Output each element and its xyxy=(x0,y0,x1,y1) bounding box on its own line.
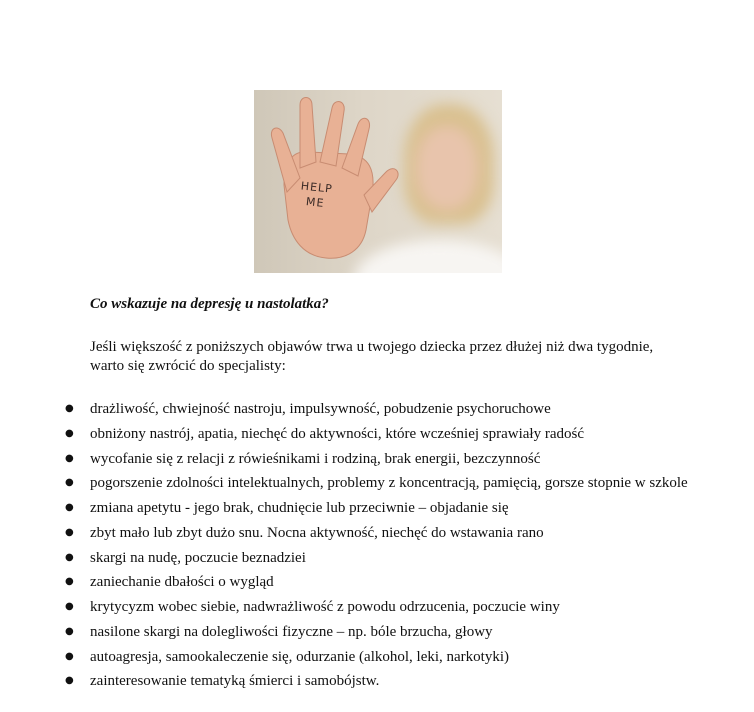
list-item xyxy=(62,622,702,642)
list-item xyxy=(62,597,702,617)
bullet-icon: ● xyxy=(65,675,74,687)
list-item xyxy=(62,449,702,469)
bullet-icon: ● xyxy=(65,403,74,414)
list-item xyxy=(62,572,702,592)
bullet-icon: ● xyxy=(65,625,74,637)
bullet-icon: ● xyxy=(65,477,74,489)
list-item-text: zaniechanie dbałości o wygląd xyxy=(90,574,274,591)
hand-writing xyxy=(291,178,342,213)
list-item-text: zbyt mało lub zbyt dużo snu. Nocna aktywność, niechęć do wstawania rano xyxy=(90,524,544,541)
list-item-text: pogorszenie zdolności intelektualnych, problemy z koncentracją, pamięcią, gorsze stopnie w szkole xyxy=(90,475,688,492)
list-item-text: zmiana apetytu - jego brak, chudnięcie lub przeciwnie – objadanie się xyxy=(90,500,509,516)
list-item xyxy=(62,498,702,518)
list-item-text: krytycyzm wobec siebie, nadwrażliwość z powodu odrzucenia, poczucie winy xyxy=(90,599,560,615)
list-item-text: wycofanie się z relacji z rówieśnikami i rodziną, brak energii, bezczynność xyxy=(90,450,541,467)
bullet-icon: ● xyxy=(65,452,74,464)
list-item xyxy=(62,647,702,667)
bullet-icon: ● xyxy=(65,502,74,513)
list-item-text: obniżony nastrój, apatia, niechęć do aktywności, które wcześniej sprawiały radość xyxy=(90,425,584,442)
list-item xyxy=(62,523,702,543)
intro-paragraph: Jeśli większość z poniższych objawów trwa u twojego dziecka przez dłużej niż dwa tygodnie, warto się zwrócić do specjalisty: xyxy=(90,339,654,374)
list-item-text: autoagresja, samookaleczenie się, odurzanie (alkohol, leki, narkotyki) xyxy=(90,648,510,665)
hand-text-me: ME xyxy=(305,195,326,210)
list-item xyxy=(62,473,702,493)
list-item xyxy=(62,548,702,568)
bullet-icon: ● xyxy=(65,551,74,563)
help-me-photo xyxy=(254,90,502,273)
list-item xyxy=(62,424,702,444)
bullet-icon: ● xyxy=(65,650,74,662)
section-heading: Co wskazuje na depresję u nastolatka? xyxy=(90,296,329,312)
bullet-icon: ● xyxy=(65,576,74,588)
list-item xyxy=(62,671,702,691)
bullet-icon: ● xyxy=(65,427,74,439)
list-item-text: skargi na nudę, poczucie beznadziei xyxy=(90,549,306,566)
symptom-list xyxy=(62,399,702,696)
hand-text-help: HELP xyxy=(300,179,334,196)
list-item xyxy=(62,399,702,419)
list-item-text: nasilone skargi na dolegliwości fizyczne – np. bóle brzucha, głowy xyxy=(90,623,493,640)
list-item-text: zainteresowanie tematyką śmierci i samobójstw. xyxy=(90,673,380,690)
raised-hand-icon xyxy=(254,90,502,273)
list-item-text: drażliwość, chwiejność nastroju, impulsywność, pobudzenie psychoruchowe xyxy=(90,401,551,417)
bullet-icon: ● xyxy=(65,526,74,538)
bullet-icon: ● xyxy=(65,601,74,612)
